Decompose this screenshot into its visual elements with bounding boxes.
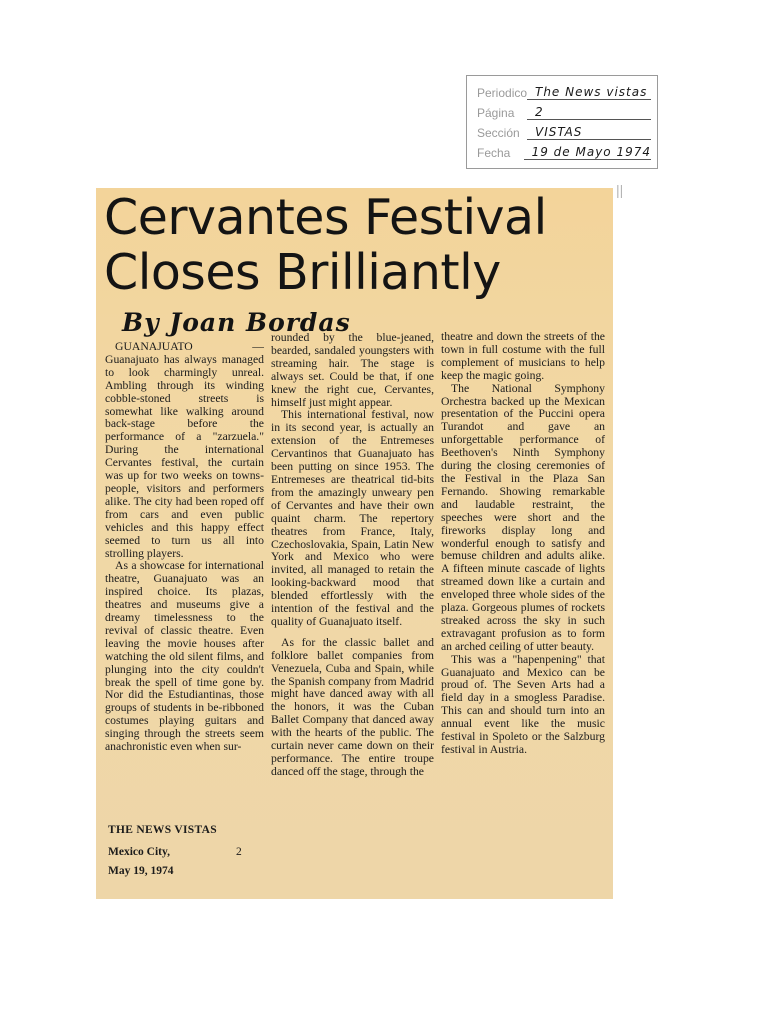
paragraph: GUANAJUATO — Guanajuato has always managed to look charmingly unreal. Ambling through its winding cobble-stoned streets is somewhat like walking around back-stage before the performance of a "zarzuela." During the international Cervantes festival, the curtain was up for two weeks on towns-people, visitors and performers alike. The city had been roped off from cars and even public vehicles and this happy effect seemed to turn us all into strolling players. [105,340,264,560]
source-page: 2 [236,846,242,858]
paragraph: This was a "hapenpening" that Guanajuato and Mexico can be proud of. The Seven Arts had a field day in a smogless Paradise. This can and should turn into an annual event like the music festival in Spoleto or the Salzburg festival in Austria. [441,652,605,756]
stamp-row-periodico [477,82,651,100]
archive-stamp [466,75,658,169]
paragraph: theatre and down the streets of the town in full costume with the full complement of musicians to help keep the magic going. [441,330,605,382]
headline-line-2: Closes Brilliantly [104,244,501,301]
paragraph: The National Symphony Orchestra backed up the Mexican presentation of the Puccini opera Turandot and gave an unforgettable performance of Beethoven's Ninth Symphony during the closing ceremonies of the Festival in the Plaza San Fernando. Showing remarkable and laudable restraint, the speeches were short and the fireworks display long and wonderful enough to satisfy and bemuse children and adults alike. A fifteen minute cascade of lights streamed down like a curtain and enveloped three whole sides of the plaza. Gorgeous plumes of rockets streaked across the sky in such extravagant profusion as to form an arched ceiling of utter beauty. [441,381,605,653]
article-column-3 [441,331,605,757]
paragraph: rounded by the blue-jeaned, bearded, sandaled youngsters with streaming hair. The stage is always set. Could be that, if one knew the right cue, Cervantes, himself just might appear. [271,331,434,409]
source-date: May 19, 1974 [108,865,174,877]
stamp-label-seccion: Sección [477,126,520,140]
headline [104,190,609,300]
stamp-label-pagina: Página [477,106,515,120]
stamp-value-periodico: The News vistas [527,85,651,100]
stamp-value-pagina: 2 [527,105,651,120]
stamp-row-fecha [477,142,651,160]
stamp-value-seccion: VISTAS [527,125,651,140]
source-paper-name: THE NEWS VISTAS [108,824,217,836]
article-column-1 [105,341,264,754]
article-column-2 [271,332,434,779]
stamp-value-fecha: 19 de Mayo 1974 [524,145,651,160]
newspaper-clipping [96,188,613,899]
stamp-label-fecha: Fecha [477,146,511,160]
stamp-label-periodico: Periodico [477,86,528,100]
source-city: Mexico City, [108,846,170,858]
margin-mark: || [616,182,624,198]
paragraph: This international festival, now in its second year, is actually an extension of the Entremeses Cervantinos that Guanajuato has been putting on since 1953. The Entremeses are theatrical tid-bits from the amazingly unweary pen of Cervantes and have their own quaint charm. The repertory theatres from France, Italy, Czechoslovakia, Spain, Latin New York and Mexico who were invited, all managed to retain the looking-backward mood that blended effortlessly with the intention of the festival and the quality of Guanajuato itself. [271,408,434,628]
stamp-row-seccion [477,122,651,140]
stamp-row-pagina [477,102,651,120]
headline-line-1: Cervantes Festival [104,189,547,246]
paragraph: As for the classic ballet and folklore ballet companies from Venezuela, Cuba and Spain, while the Spanish company from Madrid might have danced away with all the honors, it was the Cuban Ballet Company that danced away with the hearts of the public. The curtain never came down on their performance. The entire troupe danced off the stage, through the [271,635,434,778]
paragraph: As a showcase for international theatre, Guanajuato was an inspired choice. Its plazas, theatres and museums give a dreamy timelessness to the revival of classic theatre. Even leaving the movie houses after watching the old silent films, and plunging into the city couldn't break the spell of time gone by. Nor did the Estudiantinas, those groups of students in be-ribboned costumes playing guitars and singing through the streets seem anachronistic even when sur- [105,559,264,754]
byline: By Joan Bordas [122,308,351,337]
